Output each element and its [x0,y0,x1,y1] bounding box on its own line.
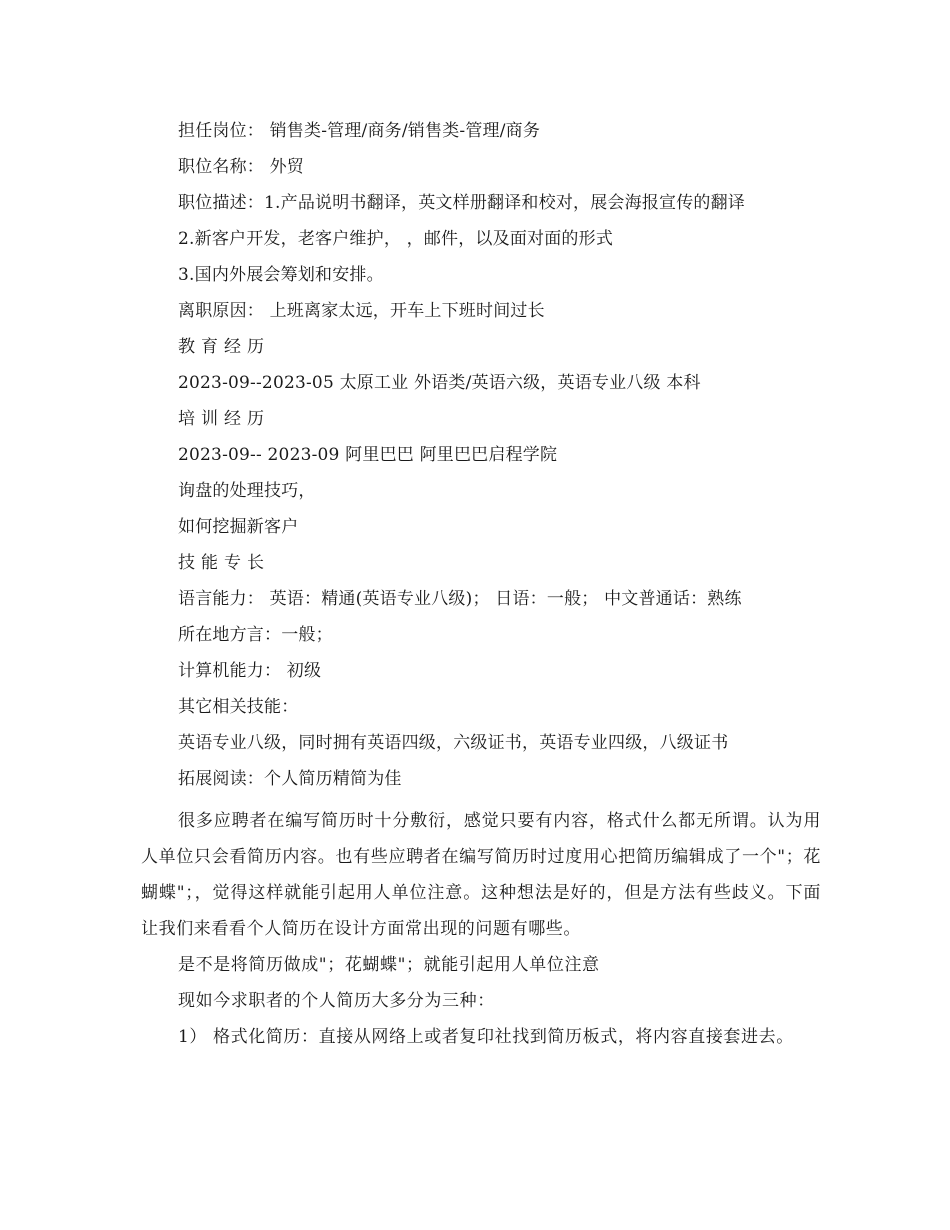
training-item-1: 询盘的处理技巧， [178,481,316,501]
job-description-line-1: 职位描述：1.产品说明书翻译，英文样册翻译和校对，展会海报宣传的翻译 [178,193,746,213]
training-entry: 2023-09-- 2023-09 阿里巴巴 阿里巴巴启程学院 [178,445,558,465]
extended-paragraph-1: 很多应聘者在编写简历时十分敷衍，感觉只要有内容，格式什么都无所谓。认为用人单位只会看简历内容。也有些应聘者在编写简历时过度用心把简历编辑成了一个"；花蝴蝶"；，觉得这样就能引起用人单位注意。这种想法是好的，但是方法有些歧义。下面让我们来看看个人简历在设计方面常出现的问题有哪些。 [141,811,821,939]
education-heading: 教育经历 [178,337,270,357]
education-entry: 2023-09--2023-05 太原工业 外语类/英语六级，英语专业八级 本科 [178,373,701,393]
training-heading: 培训经历 [178,409,270,429]
language-ability-line-2: 所在地方言：一般； [178,625,333,645]
extended-reading-title: 拓展阅读：个人简历精简为佳 [178,769,402,789]
job-title-line: 职位名称： 外贸 [178,157,305,177]
language-ability-line-1: 语言能力： 英语：精通(英语专业八级)； 日语：一般； 中文普通话：熟练 [178,589,742,609]
extended-paragraph-3: 现如今求职者的个人简历大多分为三种： [178,991,495,1011]
training-item-2: 如何挖掘新客户 [178,517,299,537]
other-skills-label: 其它相关技能： [178,697,299,717]
computer-ability-line: 计算机能力： 初级 [178,661,322,681]
skills-heading: 技能专长 [178,553,270,573]
job-description-line-3: 3.国内外展会筹划和安排。 [178,265,384,285]
extended-paragraph-2: 是不是将简历做成"；花蝴蝶"；就能引起用人单位注意 [178,955,600,975]
job-description-line-2: 2.新客户开发，老客户维护， ，邮件，以及面对面的形式 [178,229,614,249]
position-line: 担任岗位： 销售类-管理/商务/销售类-管理/商务 [178,121,541,141]
extended-paragraph-4: 1） 格式化简历：直接从网络上或者复印社找到简历板式，将内容直接套进去。 [178,1027,794,1047]
leave-reason-line: 离职原因： 上班离家太远，开车上下班时间过长 [178,301,545,321]
other-skills-content: 英语专业八级，同时拥有英语四级，六级证书，英语专业四级，八级证书 [178,733,729,753]
